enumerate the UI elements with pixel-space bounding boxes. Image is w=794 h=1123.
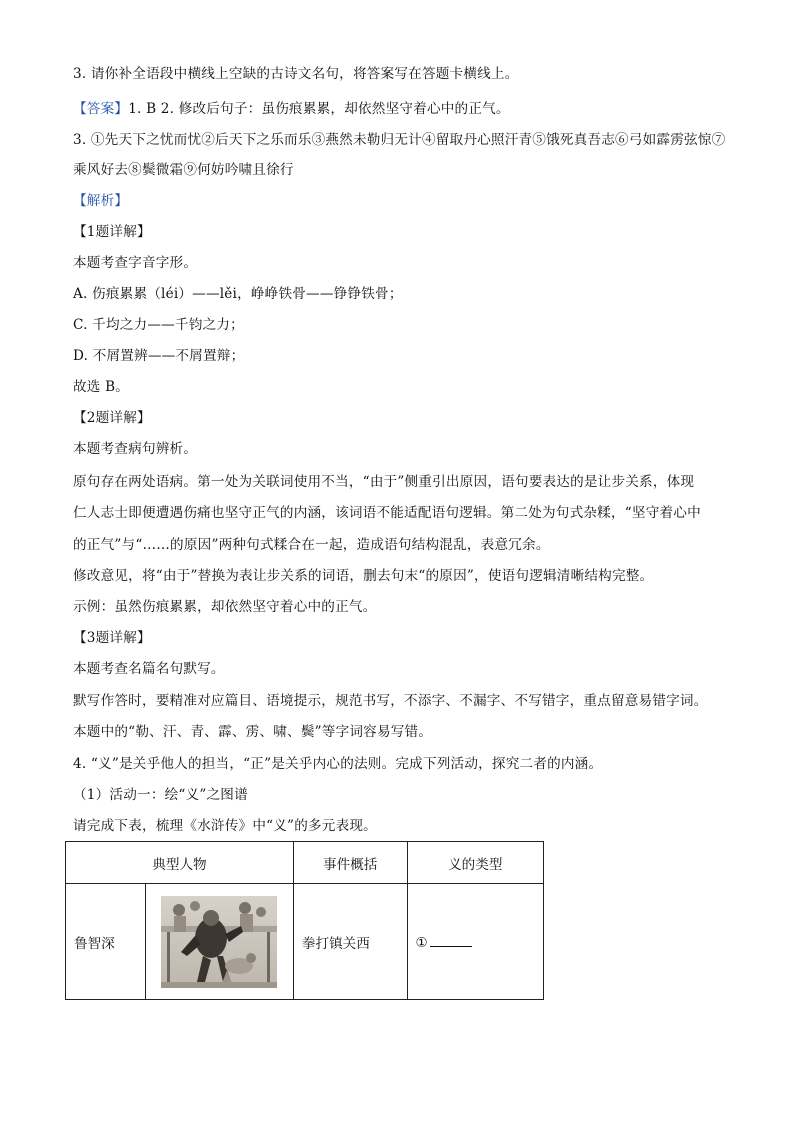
header-event: 事件概括 bbox=[293, 842, 407, 884]
q1-option-a: A. 伤痕累累（léi）——lěi，峥峥铁骨——铮铮铁骨； bbox=[73, 286, 403, 302]
q1-option-c: C. 千均之力——千钧之力； bbox=[73, 317, 244, 333]
q2-analysis-line-2: 仁人志士即便遭遇伤痛也坚守正气的内涵，该词语不能适配语句逻辑。第二处为句式杂糅，“坚守着心中 bbox=[73, 505, 701, 521]
question-3-prompt: 3. 请你补全语段中横线上空缺的古诗文名句，将答案写在答题卡横线上。 bbox=[73, 66, 519, 82]
answer-blank[interactable] bbox=[430, 932, 472, 947]
activity-1-title: （1）活动一：绘“义”之图谱 bbox=[73, 787, 248, 803]
q1-topic: 本题考查字音字形。 bbox=[73, 255, 198, 271]
analysis-heading: 【解析】 bbox=[73, 193, 129, 209]
q1-conclusion: 故选 B。 bbox=[73, 379, 130, 395]
table-header-row bbox=[66, 842, 544, 884]
answer-line bbox=[73, 99, 510, 119]
answer-text: 1. B 2. 修改后句子：虽伤痕累累，却依然坚守着心中的正气。 bbox=[128, 101, 510, 117]
q3-topic: 本题考查名篇名句默写。 bbox=[73, 661, 225, 677]
event-summary: 拳打镇关西 bbox=[293, 884, 407, 1000]
q3-heading: 【3题详解】 bbox=[73, 630, 151, 646]
blank-marker: ① bbox=[415, 935, 428, 951]
answer-3-line-2: 乘风好去⑧鬓微霜⑨何妨吟啸且徐行 bbox=[73, 162, 294, 178]
q2-topic: 本题考查病句辨析。 bbox=[73, 441, 198, 457]
question-4-prompt: 4. “义”是关乎他人的担当，“正”是关乎内心的法则。完成下列活动，探究二者的内涵。 bbox=[73, 756, 603, 772]
q2-analysis-line-3: 的正气”与“……的原因”两种句式糅合在一起，造成语句结构混乱，表意冗余。 bbox=[73, 537, 550, 553]
header-character: 典型人物 bbox=[66, 842, 294, 884]
answer-tag: 【答案】 bbox=[73, 101, 129, 117]
character-illustration-cell bbox=[146, 884, 294, 1000]
header-yi-type: 义的类型 bbox=[407, 842, 543, 884]
q1-heading: 【1题详解】 bbox=[73, 224, 151, 240]
lu-zhishen-illustration bbox=[161, 896, 277, 988]
yi-type-answer bbox=[407, 884, 543, 1000]
table-row bbox=[66, 884, 544, 1000]
q3-guidance: 默写作答时，要精准对应篇目、语境提示，规范书写，不添字、不漏字、不写错字，重点留意易错字词。 bbox=[73, 693, 708, 709]
q1-option-d: D. 不屑置辨——不屑置辩； bbox=[73, 348, 245, 364]
yi-table bbox=[65, 841, 544, 1000]
q2-heading: 【2题详解】 bbox=[73, 410, 151, 426]
q2-revision: 修改意见，将“由于”替换为表让步关系的词语，删去句末“的原因”，使语句逻辑清晰结构完整。 bbox=[73, 568, 654, 584]
q2-analysis-line-1: 原句存在两处语病。第一处为关联词使用不当，“由于”侧重引出原因，语句要表达的是让步关系，体现 bbox=[73, 474, 695, 490]
character-name: 鲁智深 bbox=[66, 884, 146, 1000]
answer-3-line-1: 3. ①先天下之忧而忧②后天下之乐而乐③燕然未勒归无计④留取丹心照汗青⑤饿死真吾志⑥弓如霹雳弦惊⑦ bbox=[73, 132, 726, 148]
q3-note: 本题中的“勒、汗、青、霹、雳、啸、鬓”等字词容易写错。 bbox=[73, 724, 433, 740]
q2-example: 示例：虽然伤痕累累，却依然坚守着心中的正气。 bbox=[73, 599, 377, 615]
table-instruction: 请完成下表，梳理《水浒传》中“义”的多元表现。 bbox=[73, 818, 377, 834]
